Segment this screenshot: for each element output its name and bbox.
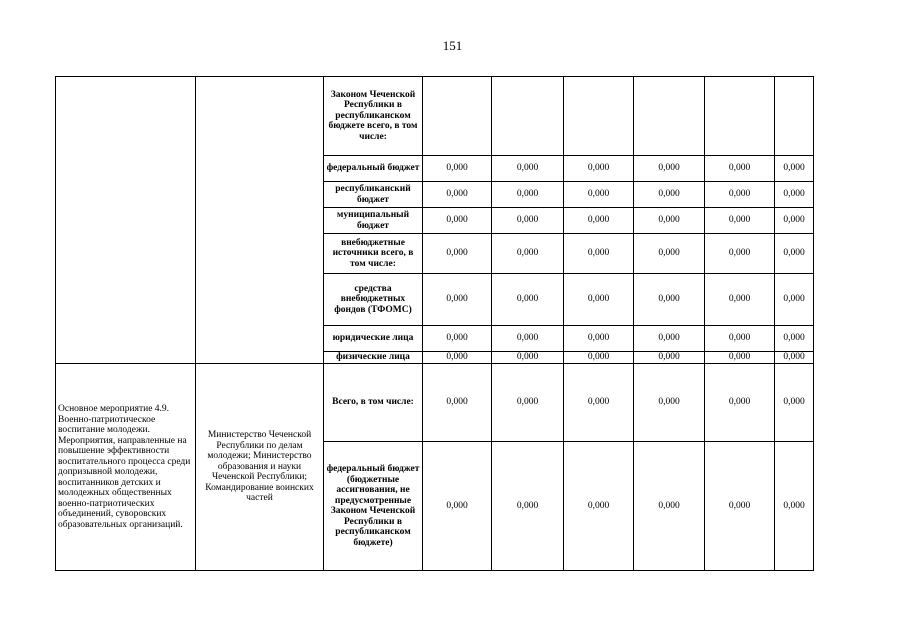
- table-row: [56, 364, 814, 442]
- value-cell: 0,000: [705, 326, 775, 352]
- funding-source: муниципальный бюджет: [324, 208, 423, 234]
- funding-source: Всего, в том числе:: [324, 364, 423, 442]
- funding-source: внебюджетные источники всего, в том числе:: [324, 234, 423, 274]
- value-cell: 0,000: [564, 442, 634, 571]
- value-cell: 0,000: [775, 208, 814, 234]
- value-cell: 0,000: [775, 442, 814, 571]
- empty-measure-cell: [56, 77, 196, 364]
- value-cell: 0,000: [423, 352, 492, 364]
- value-cell: 0,000: [423, 208, 492, 234]
- value-cell: 0,000: [564, 234, 634, 274]
- value-cell: [492, 77, 564, 156]
- value-cell: 0,000: [705, 182, 775, 208]
- value-cell: [634, 77, 705, 156]
- funding-source: физические лица: [324, 352, 423, 364]
- value-cell: 0,000: [564, 352, 634, 364]
- value-cell: 0,000: [423, 442, 492, 571]
- value-cell: 0,000: [492, 208, 564, 234]
- value-cell: 0,000: [492, 326, 564, 352]
- value-cell: 0,000: [492, 274, 564, 326]
- value-cell: 0,000: [564, 326, 634, 352]
- funding-source: федеральный бюджет: [324, 156, 423, 182]
- funding-table: [55, 76, 814, 571]
- executor-cell: Министерство Чеченской Республики по делам молодежи; Министерство образования и науки Чеченской Республики; Командирование воинских частей: [196, 364, 324, 571]
- value-cell: 0,000: [492, 442, 564, 571]
- value-cell: [705, 77, 775, 156]
- value-cell: [775, 77, 814, 156]
- value-cell: 0,000: [423, 182, 492, 208]
- value-cell: 0,000: [634, 182, 705, 208]
- value-cell: 0,000: [634, 234, 705, 274]
- value-cell: 0,000: [775, 182, 814, 208]
- funding-source: федеральный бюджет (бюджетные ассигнования, не предусмотренные Законом Чеченской Республики в республиканском бюджете): [324, 442, 423, 571]
- value-cell: 0,000: [492, 352, 564, 364]
- value-cell: 0,000: [634, 208, 705, 234]
- value-cell: 0,000: [634, 442, 705, 571]
- value-cell: 0,000: [705, 274, 775, 326]
- value-cell: 0,000: [564, 182, 634, 208]
- value-cell: 0,000: [423, 274, 492, 326]
- page-number: 151: [442, 38, 463, 53]
- funding-source: республиканский бюджет: [324, 182, 423, 208]
- value-cell: 0,000: [705, 208, 775, 234]
- value-cell: 0,000: [775, 364, 814, 442]
- funding-source: средства внебюджетных фондов (ТФОМС): [324, 274, 423, 326]
- value-cell: 0,000: [564, 274, 634, 326]
- funding-source: юридические лица: [324, 326, 423, 352]
- value-cell: 0,000: [564, 208, 634, 234]
- value-cell: 0,000: [634, 326, 705, 352]
- value-cell: 0,000: [634, 364, 705, 442]
- value-cell: 0,000: [423, 234, 492, 274]
- value-cell: 0,000: [705, 234, 775, 274]
- value-cell: 0,000: [634, 352, 705, 364]
- value-cell: 0,000: [634, 156, 705, 182]
- value-cell: 0,000: [492, 234, 564, 274]
- value-cell: 0,000: [705, 442, 775, 571]
- measure-description: Основное мероприятие 4.9. Военно-патриотическое воспитание молодежи. Мероприятия, направленные на повышение эффективности воспитательного процесса среди допризывной молодежи, воспитанников детских и молодежных общественных военно-патриотических объединений, суворовских образовательных организаций.: [56, 364, 196, 571]
- value-cell: 0,000: [775, 352, 814, 364]
- empty-executor-cell: [196, 77, 324, 364]
- value-cell: 0,000: [705, 156, 775, 182]
- value-cell: [564, 77, 634, 156]
- value-cell: 0,000: [775, 234, 814, 274]
- value-cell: 0,000: [423, 326, 492, 352]
- value-cell: 0,000: [423, 156, 492, 182]
- funding-source: Законом Чеченской Республики в республиканском бюджете всего, в том числе:: [324, 77, 423, 156]
- value-cell: 0,000: [492, 364, 564, 442]
- value-cell: 0,000: [492, 156, 564, 182]
- value-cell: 0,000: [705, 352, 775, 364]
- value-cell: 0,000: [564, 364, 634, 442]
- value-cell: 0,000: [423, 364, 492, 442]
- value-cell: 0,000: [775, 326, 814, 352]
- value-cell: 0,000: [634, 274, 705, 326]
- value-cell: 0,000: [564, 156, 634, 182]
- value-cell: 0,000: [492, 182, 564, 208]
- value-cell: [423, 77, 492, 156]
- table-row: [56, 77, 814, 156]
- value-cell: 0,000: [705, 364, 775, 442]
- value-cell: 0,000: [775, 156, 814, 182]
- value-cell: 0,000: [775, 274, 814, 326]
